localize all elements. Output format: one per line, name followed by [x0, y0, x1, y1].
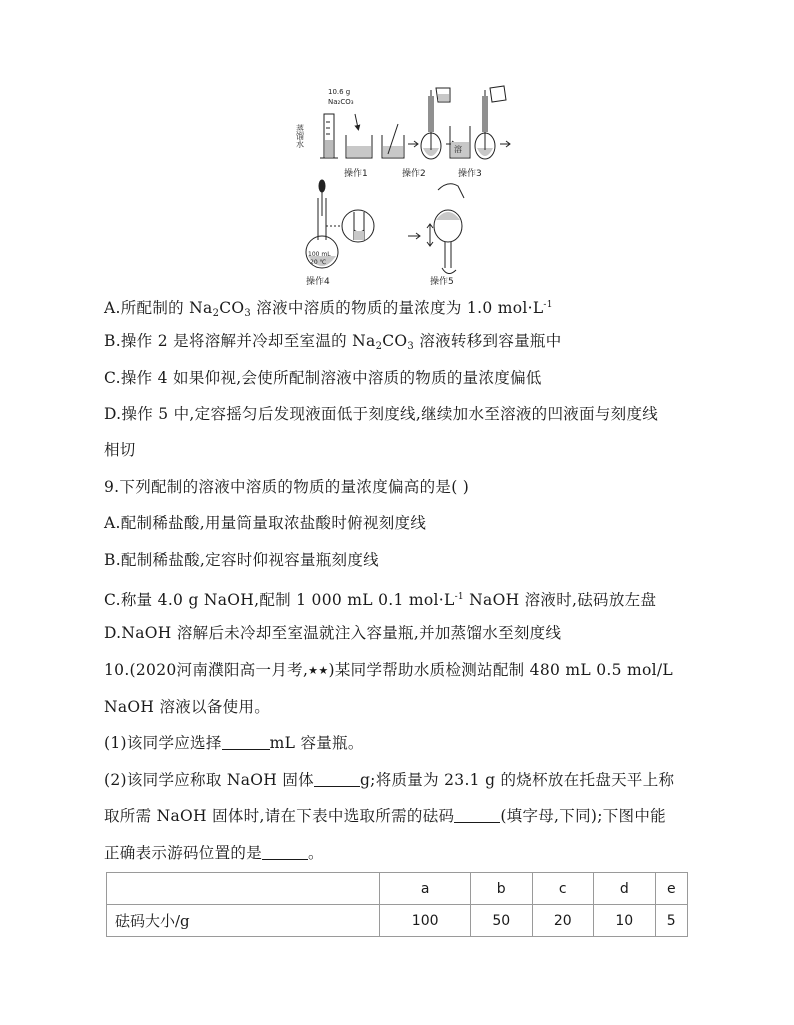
text: NaOH 溶液时,砝码放左盘 [463, 591, 657, 609]
subscript: 3 [244, 308, 252, 319]
experiment-figure [280, 80, 520, 292]
table-header-row [107, 873, 688, 905]
text: (填字母,下同);下图中能 [500, 807, 666, 825]
q9-option-b: B.配制稀盐酸,定容时仰视容量瓶刻度线 [104, 551, 379, 569]
q9-option-c [104, 587, 656, 610]
table-header-cell: b [470, 873, 532, 905]
wash-beaker-icon [450, 126, 470, 158]
text: 正确表示游码位置的是 [104, 844, 263, 862]
table-header-cell: c [532, 873, 594, 905]
chem-label: Na₂CO₃ [328, 98, 354, 106]
table-cell: 50 [470, 905, 532, 937]
q9-stem: 9.下列配制的溶液中溶质的物质的量浓度偏高的是( ) [104, 478, 470, 496]
q8-option-b [104, 331, 562, 357]
text: CO [219, 299, 245, 317]
table-header-cell [107, 873, 380, 905]
caption-op4: 操作4 [306, 277, 330, 287]
q10-part2 [104, 770, 674, 790]
caption-op1: 操作1 [344, 169, 368, 179]
table-cell: 5 [655, 905, 687, 937]
superscript: -1 [543, 300, 553, 310]
water-label-1: 蒸馏水 [295, 124, 305, 148]
procedure-illustration [280, 80, 520, 292]
beaker-icon [346, 114, 372, 158]
table-cell: 100 [380, 905, 471, 937]
text: mL 容量瓶。 [269, 734, 364, 752]
subscript: 2 [212, 308, 220, 319]
answer-blank[interactable] [314, 772, 360, 787]
q8-option-c: C.操作 4 如果仰视,会使所配制溶液中溶质的物质的量浓度偏低 [104, 369, 542, 387]
text: 溶液转移到容量瓶中 [414, 332, 562, 350]
stirring-beaker-icon [382, 124, 404, 158]
caption-op5: 操作5 [430, 277, 454, 287]
table-row [107, 905, 688, 937]
caption-op2: 操作2 [402, 169, 426, 179]
text: 10.(2020河南濮阳高一月考, [104, 661, 309, 679]
q8-option-d-cont: 相切 [104, 441, 136, 459]
q10-stem-cont: NaOH 溶液以备使用。 [104, 698, 271, 716]
mass-label: 10.6 g [328, 88, 351, 96]
shaking-flask-icon [427, 184, 464, 274]
table-cell: 10 [594, 905, 656, 937]
text: 溶液中溶质的物质的量浓度为 1.0 mol·L [251, 299, 544, 317]
text: C.称量 4.0 g NaOH,配制 1 000 mL 0.1 mol·L [104, 591, 455, 609]
q10-part2-cont [104, 806, 666, 826]
text: 。 [308, 844, 324, 862]
row-label: 砝码大小/g [107, 905, 380, 937]
svg-text:溶: 溶 [454, 145, 462, 154]
graduated-cylinder-icon [320, 114, 338, 158]
text: A.所配制的 Na [104, 299, 213, 317]
difficulty-stars-icon: ★★ [308, 664, 329, 677]
q8-option-a [104, 295, 553, 324]
text: )某同学帮助水质检测站配制 480 mL 0.5 mol/L [328, 661, 673, 679]
answer-blank[interactable] [262, 845, 308, 860]
table-header-cell: d [594, 873, 656, 905]
caption-op3: 操作3 [458, 169, 482, 179]
answer-blank[interactable] [454, 808, 500, 823]
q10-part1 [104, 733, 364, 753]
flask-volume-label: 100 mL [308, 251, 331, 258]
text: B.操作 2 是将溶解并冷却至室温的 Na [104, 332, 376, 350]
volumetric-flask-icon [421, 88, 450, 159]
q9-option-a: A.配制稀盐酸,用量筒量取浓盐酸时俯视刻度线 [104, 514, 427, 532]
table-header-cell: a [380, 873, 471, 905]
q8-option-d: D.操作 5 中,定容摇匀后发现液面低于刻度线,继续加水至溶液的凹液面与刻度线 [104, 405, 659, 423]
subscript: 2 [375, 341, 383, 352]
q10-part2-cont2 [104, 843, 324, 863]
table-header-cell: e [655, 873, 687, 905]
text: 取所需 NaOH 固体时,请在下表中选取所需的砝码 [104, 807, 455, 825]
text: (2)该同学应称取 NaOH 固体 [104, 771, 314, 789]
superscript: -1 [454, 592, 464, 602]
q9-option-d: D.NaOH 溶解后未冷却至室温就注入容量瓶,并加蒸馏水至刻度线 [104, 624, 562, 642]
subscript: 3 [407, 341, 415, 352]
text: (1)该同学应选择 [104, 734, 222, 752]
q10-stem [104, 660, 673, 681]
weights-table [106, 872, 688, 937]
flask-temp-label: 20 ℃ [310, 259, 327, 266]
text: CO [382, 332, 408, 350]
text: g;将质量为 23.1 g 的烧杯放在托盘天平上称 [359, 771, 675, 789]
table-cell: 20 [532, 905, 594, 937]
answer-blank[interactable] [222, 735, 270, 750]
transfer-flask-icon [475, 86, 506, 159]
